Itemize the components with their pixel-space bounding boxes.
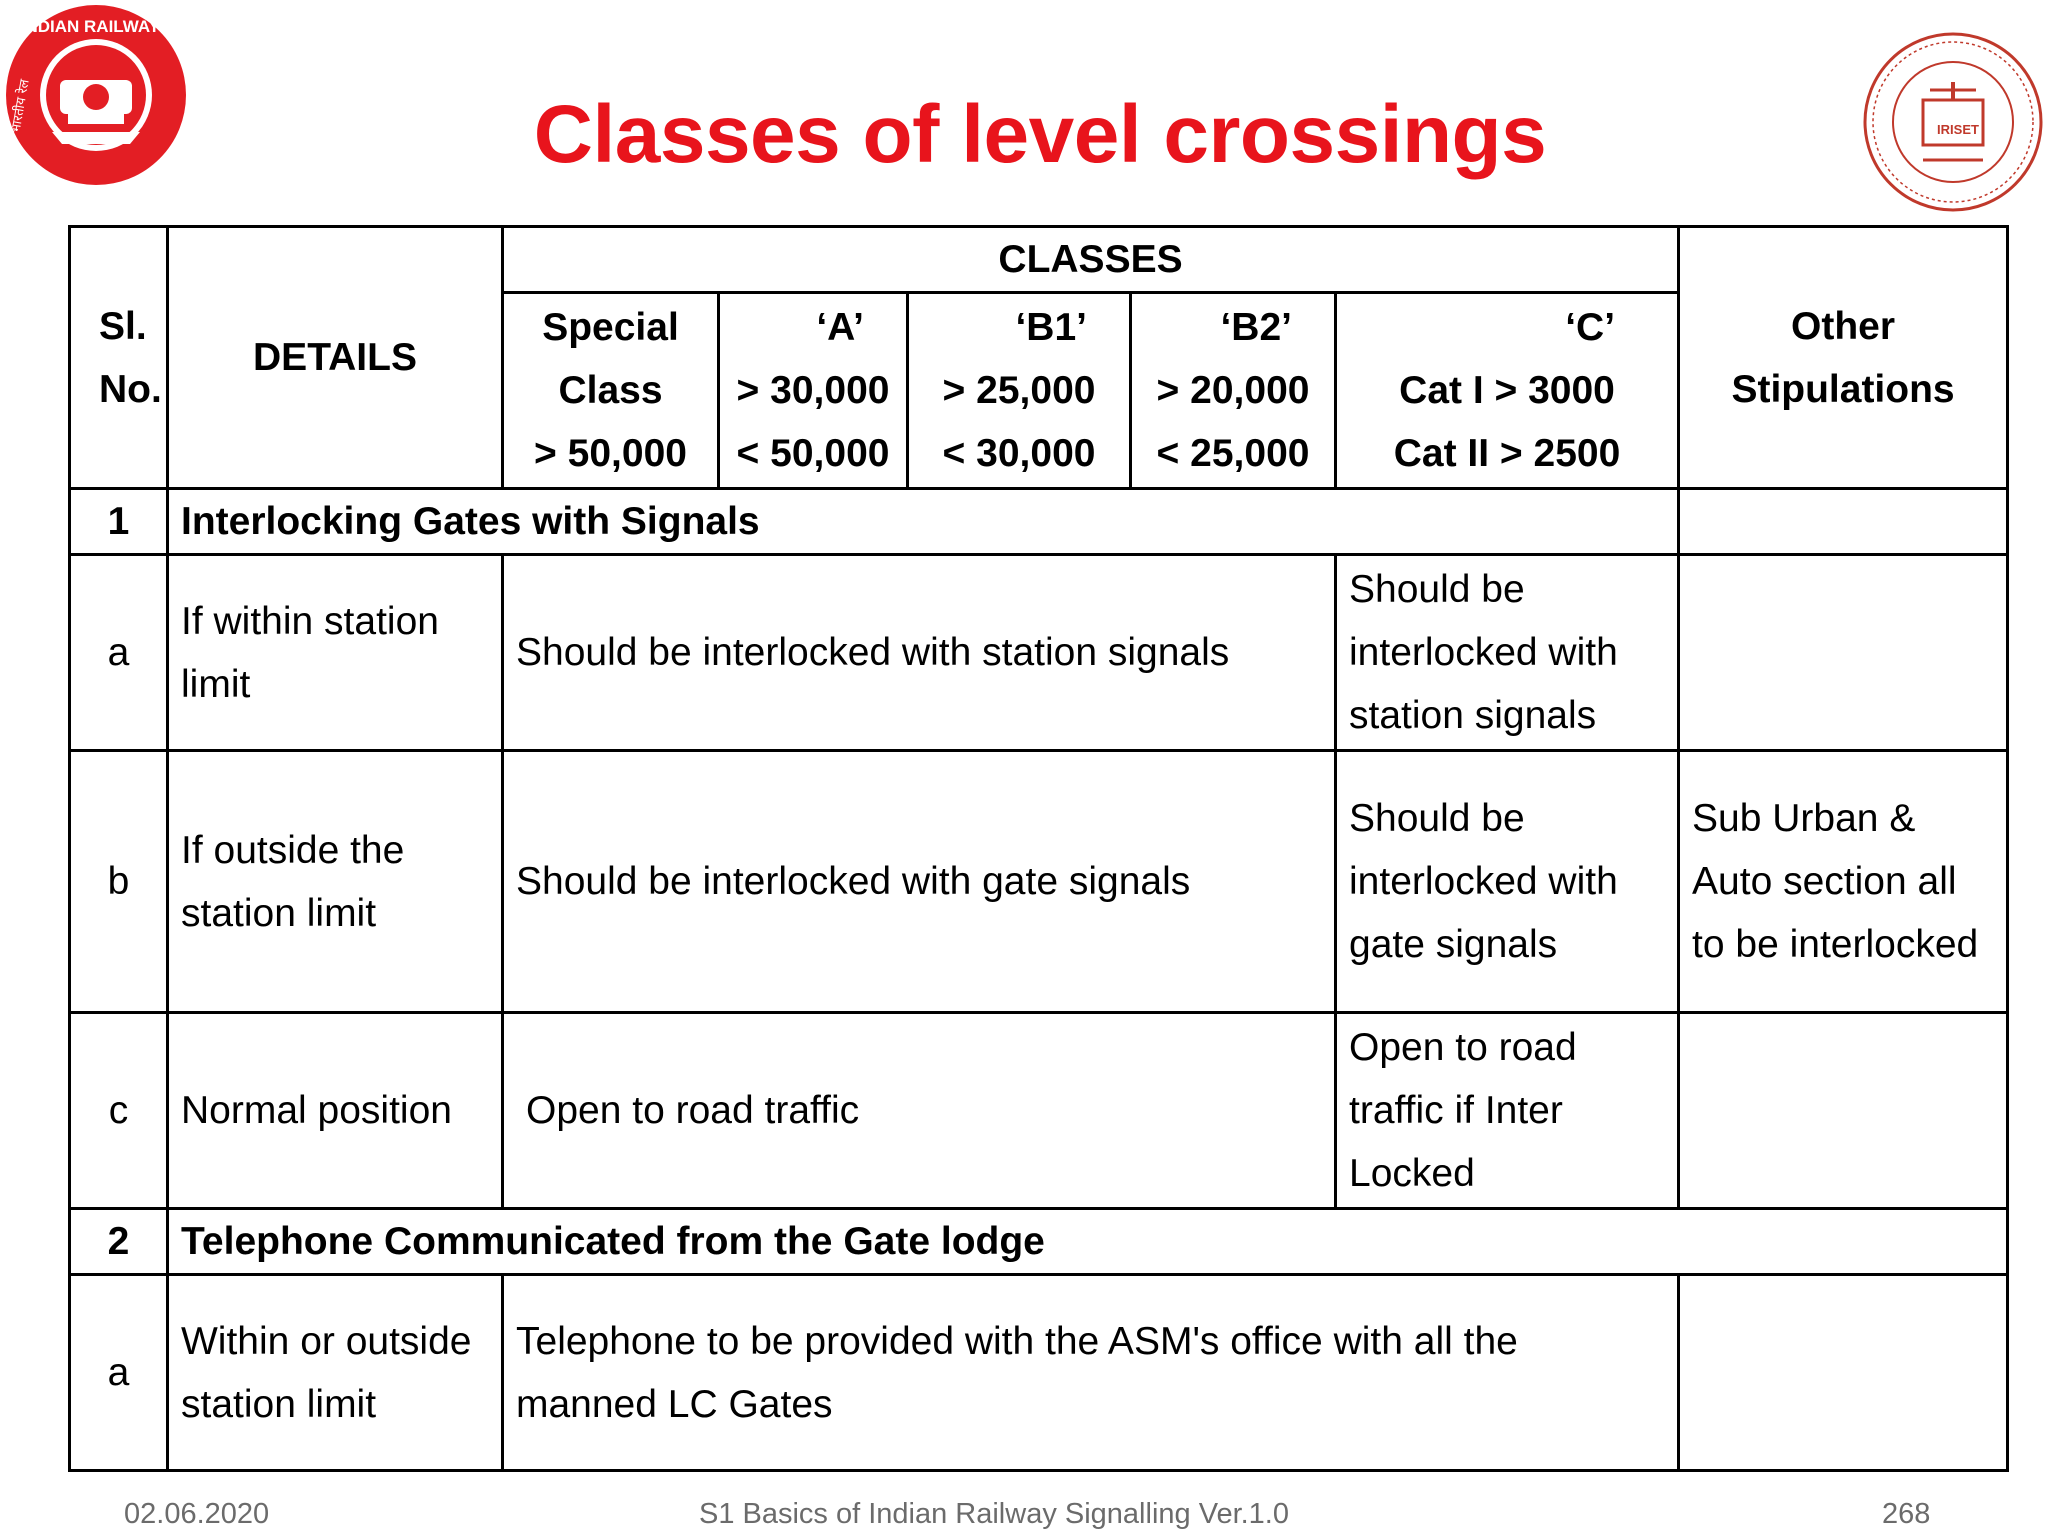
- footer-date: 02.06.2020: [124, 1498, 270, 1530]
- section-1-sl: 1: [70, 489, 168, 555]
- table-row: [70, 489, 2008, 555]
- row-1c-details: Normal position: [168, 1013, 503, 1209]
- row-2a-classes: Telephone to be provided with the ASM's office with all the manned LC Gates: [503, 1275, 1679, 1471]
- row-1b-other: Sub Urban & Auto section all to be interlocked: [1679, 751, 2008, 1013]
- row-1a-classes: Should be interlocked with station signals: [503, 555, 1336, 751]
- row-1c-other: [1679, 1013, 2008, 1209]
- table-row: [70, 751, 2008, 1013]
- class-a-range1: > 30,000: [736, 369, 890, 412]
- class-c-range1: Cat I > 3000: [1399, 369, 1615, 412]
- header-class-a: [719, 293, 908, 489]
- row-2a-other: [1679, 1275, 2008, 1471]
- row-1a-other: [1679, 555, 2008, 751]
- row-1b-details: If outside the station limit: [168, 751, 503, 1013]
- row-1a-details: If within station limit: [168, 555, 503, 751]
- row-2a-details: Within or outside station limit: [168, 1275, 503, 1471]
- level-crossing-classes-table: [68, 225, 2009, 1472]
- page-title: Classes of level crossings: [533, 89, 1547, 180]
- header-sl-no: Sl. No.: [70, 227, 168, 489]
- row-1c-classes: Open to road traffic: [503, 1013, 1336, 1209]
- class-c-range2: Cat II > 2500: [1393, 432, 1621, 475]
- class-special-range1: > 50,000: [534, 432, 687, 475]
- footer-course-title: S1 Basics of Indian Railway Signalling Ver.1.0: [698, 1498, 1289, 1530]
- header-classes: CLASSES: [503, 227, 1679, 293]
- table-row: [70, 1013, 2008, 1209]
- section-2-title: Telephone Communicated from the Gate lodge: [168, 1209, 2008, 1275]
- row-1c-class-c: Open to road traffic if Inter Locked: [1336, 1013, 1679, 1209]
- row-1b-class-c: Should be interlocked with gate signals: [1336, 751, 1679, 1013]
- row-1a-sl: a: [70, 555, 168, 751]
- header-class-b1: [908, 293, 1131, 489]
- class-b1-range1: > 25,000: [942, 369, 1096, 412]
- header-details: DETAILS: [168, 227, 503, 489]
- footer-page-number: 268: [1882, 1498, 1931, 1530]
- iriset-seal-text: IRISET: [1937, 122, 1979, 137]
- class-b2-range1: > 20,000: [1156, 369, 1310, 412]
- header-class-c: [1336, 293, 1679, 489]
- class-a-name: ‘A’: [816, 306, 864, 349]
- class-b2-range2: < 25,000: [1156, 432, 1310, 475]
- section-1-title: Interlocking Gates with Signals: [168, 489, 1679, 555]
- header-class-b2: [1131, 293, 1336, 489]
- row-2a-sl: a: [70, 1275, 168, 1471]
- class-b1-range2: < 30,000: [942, 432, 1096, 475]
- row-1a-class-c: Should be interlocked with station signals: [1336, 555, 1679, 751]
- table-row: [70, 555, 2008, 751]
- logo-left-top-text: INDIAN RAILWAYS: [20, 17, 172, 36]
- header-other-stipulations: Other Stipulations: [1679, 227, 2008, 489]
- class-a-range2: < 50,000: [736, 432, 890, 475]
- header-class-special: [503, 293, 719, 489]
- section-2-sl: 2: [70, 1209, 168, 1275]
- class-b1-name: ‘B1’: [1015, 306, 1087, 349]
- logo-left-side-text: भारतीय रेल: [8, 78, 33, 135]
- class-special-name: Special Class: [542, 306, 679, 412]
- table-row: [70, 1275, 2008, 1471]
- row-1b-classes: Should be interlocked with gate signals: [503, 751, 1336, 1013]
- row-1c-sl: c: [70, 1013, 168, 1209]
- table-row: [70, 1209, 2008, 1275]
- class-b2-name: ‘B2’: [1220, 306, 1292, 349]
- section-1-other: [1679, 489, 2008, 555]
- class-c-name: ‘C’: [1565, 306, 1616, 349]
- row-1b-sl: b: [70, 751, 168, 1013]
